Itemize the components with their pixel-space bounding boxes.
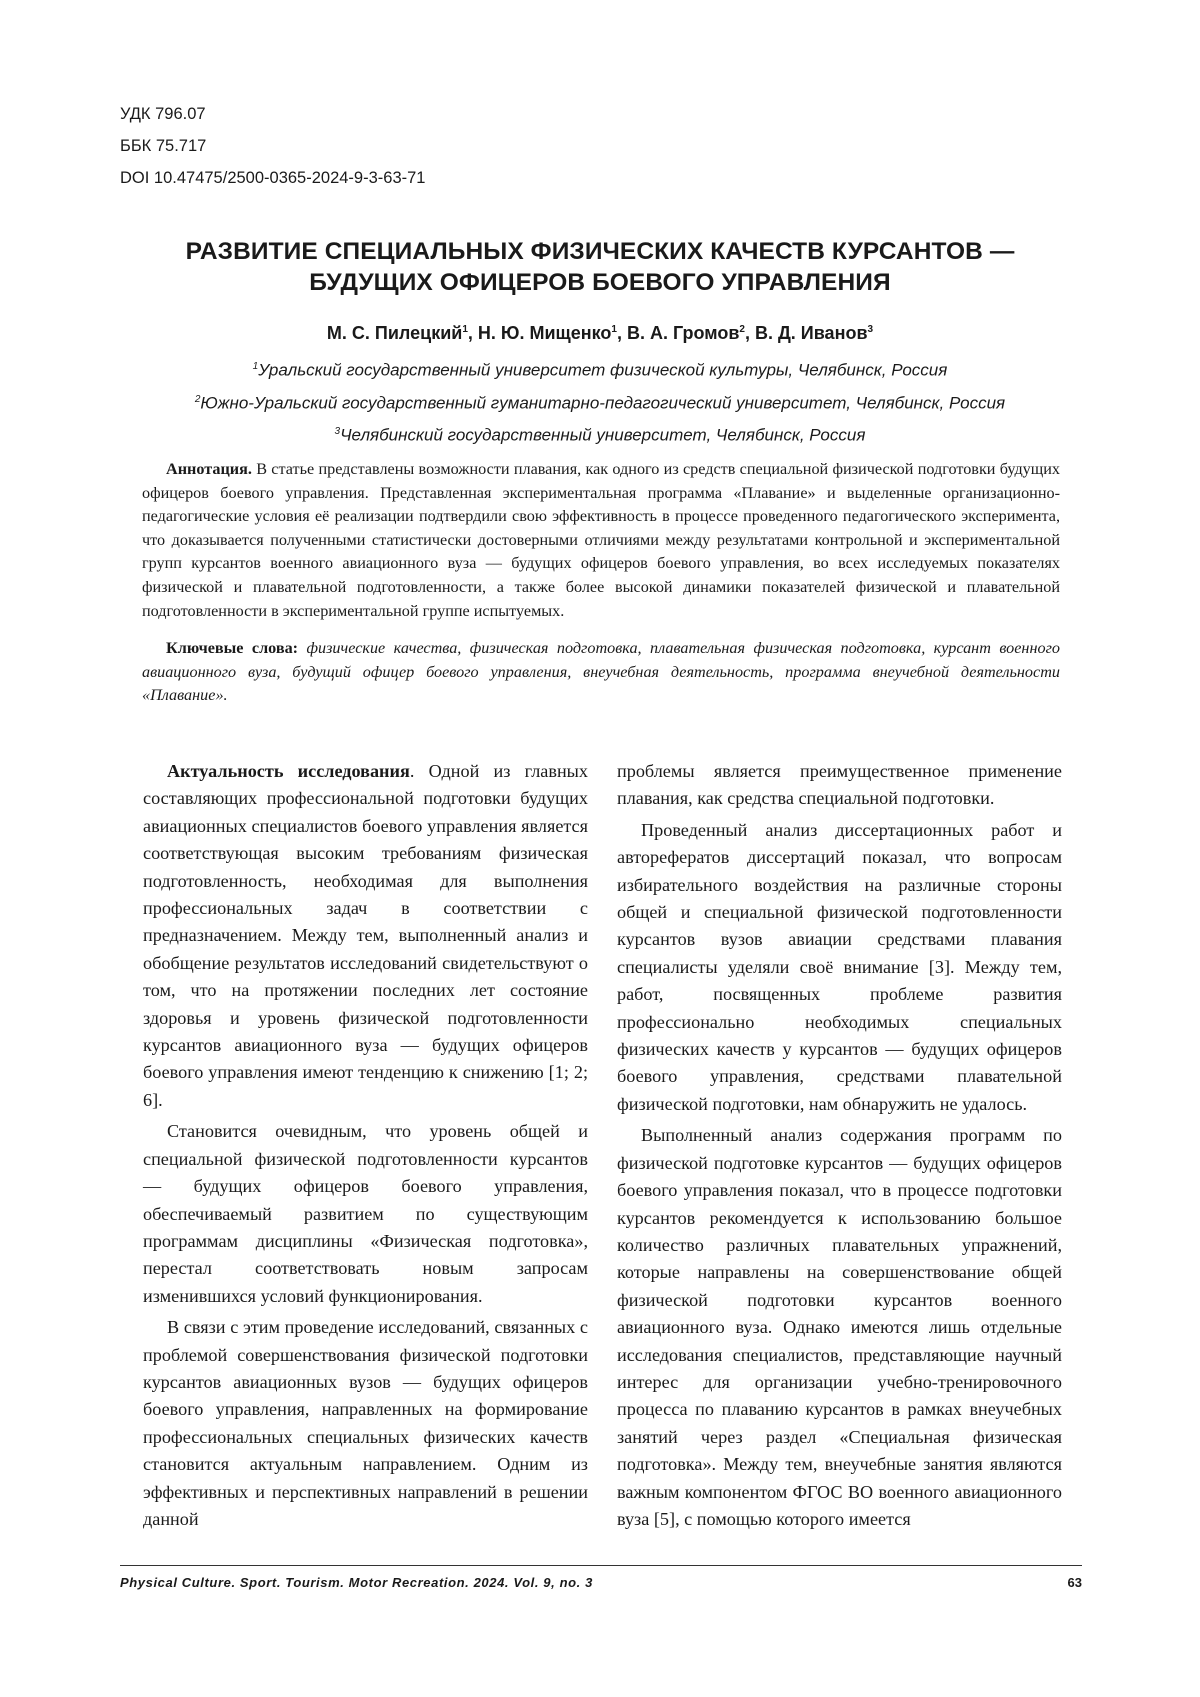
title-line-2: БУДУЩИХ ОФИЦЕРОВ БОЕВОГО УПРАВЛЕНИЯ bbox=[309, 269, 891, 296]
author-affil-mark: 1 bbox=[611, 324, 617, 335]
author-affil-mark: 2 bbox=[739, 324, 745, 335]
abstract bbox=[142, 458, 1060, 623]
affiliation: $^3$Челябинский государственный университет, Челябинск, Россия bbox=[334, 425, 866, 445]
body-paragraph: Проведенный анализ диссертационных работ и авторефератов диссертаций показал, что вопросам избирательного воздействия на различные стороны общей и специальной физической подготовленности курсантов вузов авиации средствами плавания специалисты уделяли своё внимание [3]. Между тем, работ, посвященных проблеме развития профессионально необходимых специальных физических качеств у курсантов — будущих офицеров боевого управления, средствами плавательной физической подготовки, нам обнаружить не удалось. bbox=[617, 819, 1062, 1114]
abstract-text: В статье представлены возможности плавания, как одного из средств специальной физической подготовки будущих офицеров боевого управления. Представленная экспериментальная программа «Плавание» и выделенные организационно-педагогические условия её реализации подтвердили свою эффективность в процессе проведенного педагогического эксперимента, что доказывается полученными статистически достоверными отличиями между результатами контрольной и экспериментальной групп курсантов военного авиационного вуза — будущих офицеров боевого управления, во всех исследуемых показателях физической и плавательной подготовленности, а также более высокой динамики показателей физической и плавательной подготовленности в экспериментальной группе испытуемых. bbox=[142, 460, 1060, 620]
article-title bbox=[100, 236, 1100, 298]
bbk-code: ББК 75.717 bbox=[120, 137, 207, 155]
keywords-label: Ключевые слова: bbox=[166, 639, 299, 658]
affiliation: $^1$Уральский государственный университет физической культуры, Челябинск, Россия bbox=[252, 360, 948, 380]
article-metadata bbox=[120, 98, 425, 194]
author-name: М. С. Пилецкий bbox=[326, 323, 463, 343]
affiliation-list bbox=[100, 352, 1100, 450]
author-name: В. А. Громов bbox=[626, 323, 740, 343]
body-column-left bbox=[143, 758, 588, 1537]
affiliation: $^2$Южно-Уральский государственный гуманитарно-педагогический университет, Челябинск, Россия bbox=[194, 393, 1006, 413]
keywords bbox=[142, 637, 1060, 708]
author-name: В. Д. Иванов bbox=[754, 323, 868, 343]
body-paragraph: Становится очевидным, что уровень общей и специальной физической подготовленности курсантов — будущих офицеров боевого управления, обеспечиваемый развитием по существующим программам дисциплины «Физическая подготовка», перестал соответствовать новым запросам изменившихся условий функционирования. bbox=[143, 1121, 588, 1306]
abstract-label: Аннотация. bbox=[166, 460, 252, 478]
journal-citation: Physical Culture. Sport. Tourism. Motor Recreation. 2024. Vol. 9, no. 3 bbox=[120, 1575, 593, 1590]
keywords-text: физические качества, физическая подготовка, плавательная физическая подготовка, курсант военного авиационного вуза, будущий офицер боевого управления, внеучебная деятельность, программа внеучебной деятельности «Плавание». bbox=[142, 639, 1060, 705]
author-affil-mark: 3 bbox=[867, 324, 874, 335]
body-paragraph: В связи с этим проведение исследований, связанных с проблемой совершенствования физической подготовки курсантов авиационных вузов — будущих офицеров боевого управления, направленных на формирование профессиональных специальных физических качеств становится актуальным направлением. Одним из эффективных и перспективных направлений в решении данной bbox=[143, 1317, 588, 1529]
abstract-block bbox=[142, 458, 1060, 708]
body-paragraph: Выполненный анализ содержания программ по физической подготовке курсантов — будущих офицеров боевого управления показал, что в процессе подготовки курсантов рекомендуется к использованию большое количество различных плавательных упражнений, которые направлены на совершенствование общей физической подготовки курсантов военного авиационного вуза. Однако имеются лишь отдельные исследования специалистов, представляющие научный интерес для организации учебно-тренировочного процесса по плаванию курсантов в рамках внеучебных занятий через раздел «Специальная физическая подготовка». Между тем, внеучебные занятия являются важным компонентом ФГОС ВО военного авиационного вуза [5], с помощью которого имеется bbox=[617, 1125, 1062, 1529]
page-number: 63 bbox=[1067, 1575, 1082, 1590]
author-name: Н. Ю. Мищенко bbox=[477, 323, 612, 343]
author-affil-mark: 1 bbox=[462, 324, 468, 335]
section-lead: Актуальность исследования bbox=[167, 761, 410, 781]
doi-link[interactable]: DOI 10.47475/2500-0365-2024-9-3-63-71 bbox=[120, 169, 426, 187]
body-paragraph: Актуальность исследования. Одной из главных составляющих профессиональной подготовки будущих авиационных специалистов боевого управления является соответствующая высоким требованиям физическая подготовленность, необходимая для выполнения профессиональных задач в соответствии с предназначением. Между тем, выполненный анализ и обобщение результатов исследований свидетельствуют о том, что на протяжении последних лет состояние здоровья и уровень физической подготовленности курсантов авиационного вуза — будущих офицеров боевого управления имеют тенденцию к снижению [1; 2; 6]. bbox=[143, 761, 588, 1110]
title-line-1: РАЗВИТИЕ СПЕЦИАЛЬНЫХ ФИЗИЧЕСКИХ КАЧЕСТВ КУРСАНТОВ — bbox=[185, 238, 1015, 265]
author-list: М. С. Пилецкий$^1$, Н. Ю. Мищенко$^1$, В. А. Громов$^2$, В. Д. Иванов$^3$ bbox=[326, 323, 874, 343]
body-column-right bbox=[617, 758, 1062, 1537]
body-paragraph: проблемы является преимущественное применение плавания, как средства специальной подготовки. bbox=[617, 761, 1062, 809]
footer-divider bbox=[120, 1565, 1082, 1566]
udk-code: УДК 796.07 bbox=[120, 105, 206, 123]
